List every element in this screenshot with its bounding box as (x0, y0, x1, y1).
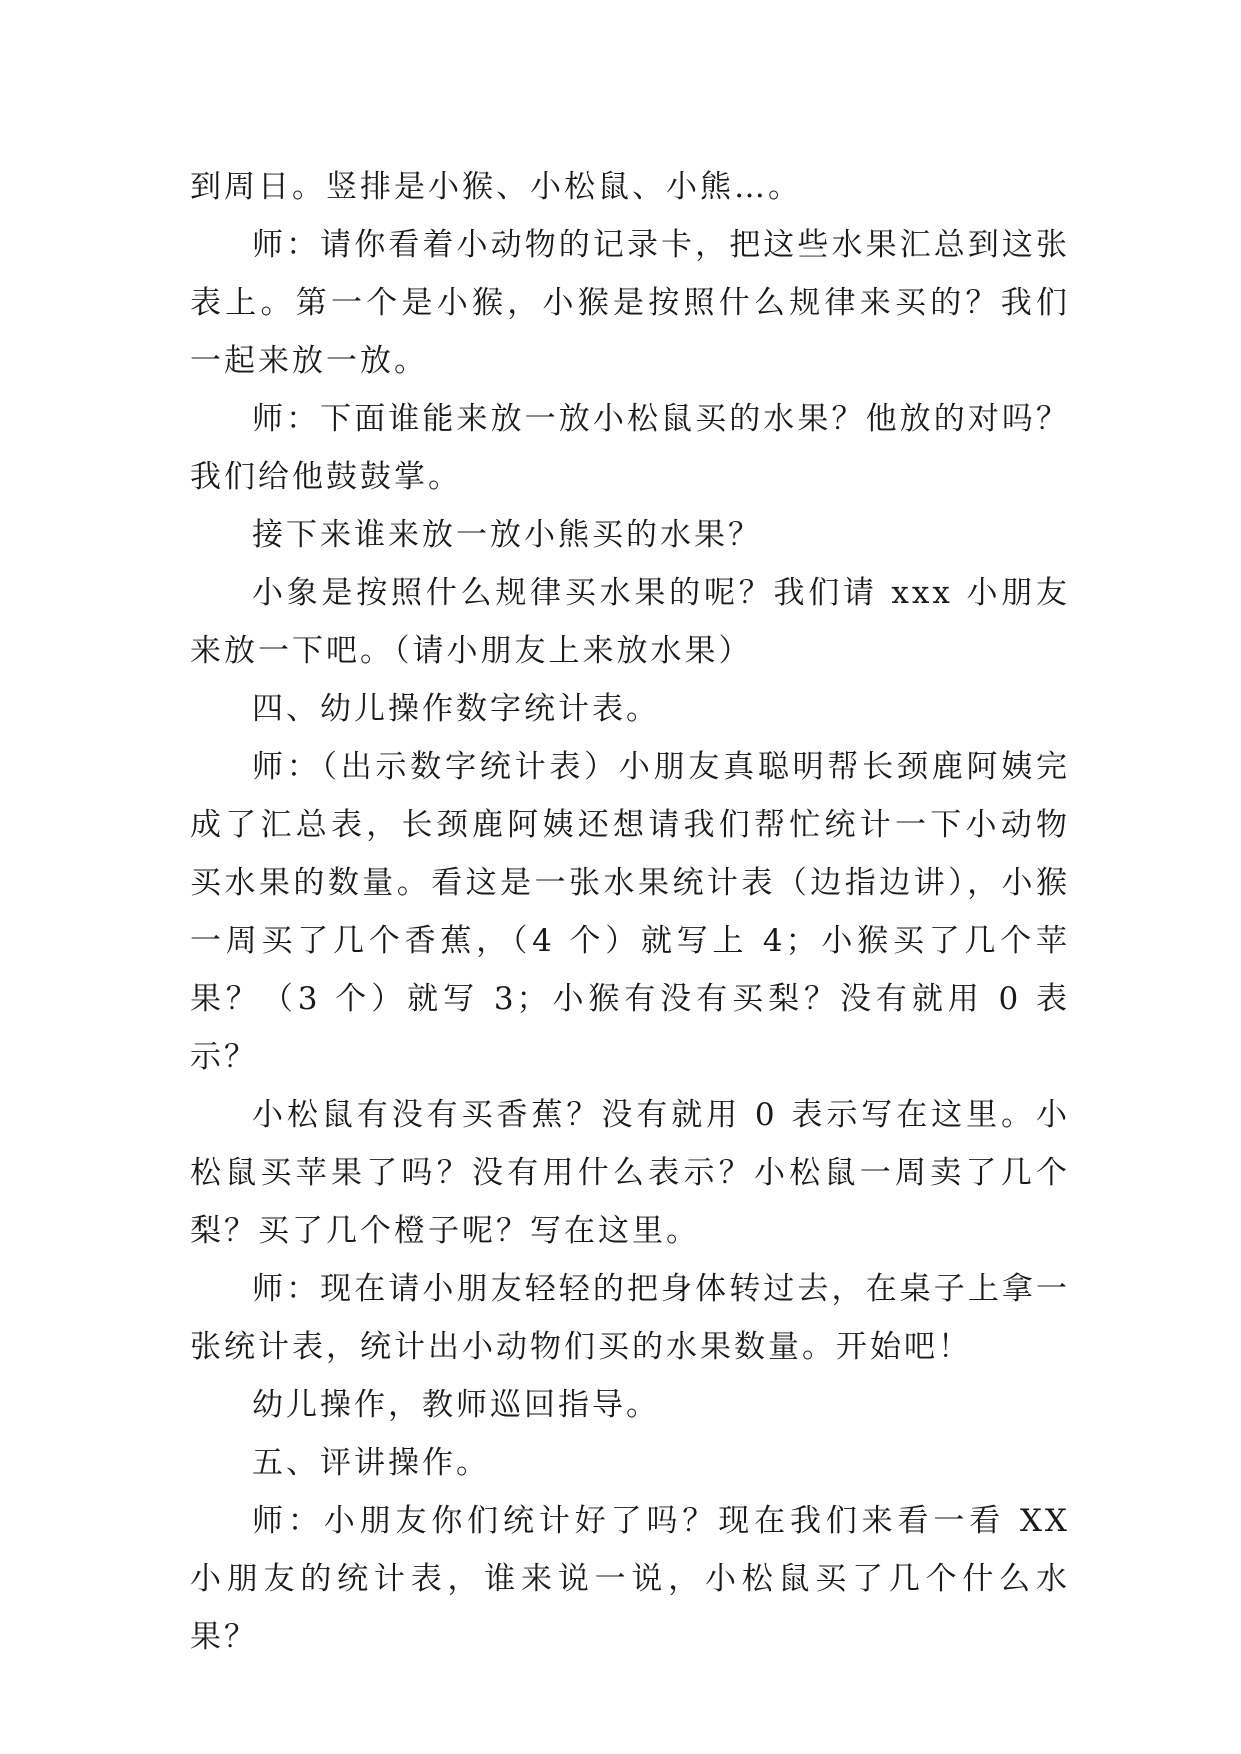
section-heading-5: 五、评讲操作。 (252, 1445, 490, 1481)
paragraph-7: 师：（出示数字统计表）小朋友真聪明帮长颈鹿阿姨完成了汇总表，长颈鹿阿姨还想请我们帮忙统计一下小动物买水果的数量。看这是一张水果统计表（边指边讲），小猴一周买了几个香蕉，（4 个）就写上 4；小猴买了几个苹果？（3 个）就写 3；小猴有没有买梨？没有就用 0 表示？ (190, 749, 1070, 1075)
paragraph-3: 师：下面谁能来放一放小松鼠买的水果？他放的对吗？我们给他鼓鼓掌。 (190, 401, 1070, 495)
paragraph-12: 师：小朋友你们统计好了吗？现在我们来看一看 XX 小朋友的统计表，谁来说一说，小松鼠买了几个什么水果？ (190, 1503, 1070, 1655)
section-heading-4: 四、幼儿操作数字统计表。 (252, 691, 660, 727)
paragraph-2: 师：请你看着小动物的记录卡，把这些水果汇总到这张表上。第一个是小猴，小猴是按照什么规律来买的？我们一起来放一放。 (190, 227, 1070, 379)
paragraph-4: 接下来谁来放一放小熊买的水果？ (252, 517, 762, 553)
paragraph-10: 幼儿操作，教师巡回指导。 (252, 1387, 660, 1423)
paragraph-1: 到周日。竖排是小猴、小松鼠、小熊…。 (190, 169, 802, 205)
paragraph-9: 师：现在请小朋友轻轻的把身体转过去，在桌子上拿一张统计表，统计出小动物们买的水果数量。开始吧！ (190, 1271, 1070, 1365)
paragraph-5: 小象是按照什么规律买水果的呢？我们请 xxx 小朋友来放一下吧。（请小朋友上来放水果） (190, 575, 1070, 669)
paragraph-8: 小松鼠有没有买香蕉？没有就用 0 表示写在这里。小松鼠买苹果了吗？没有用什么表示？小松鼠一周卖了几个梨？买了几个橙子呢？写在这里。 (190, 1097, 1070, 1249)
document-page (190, 158, 1070, 1666)
